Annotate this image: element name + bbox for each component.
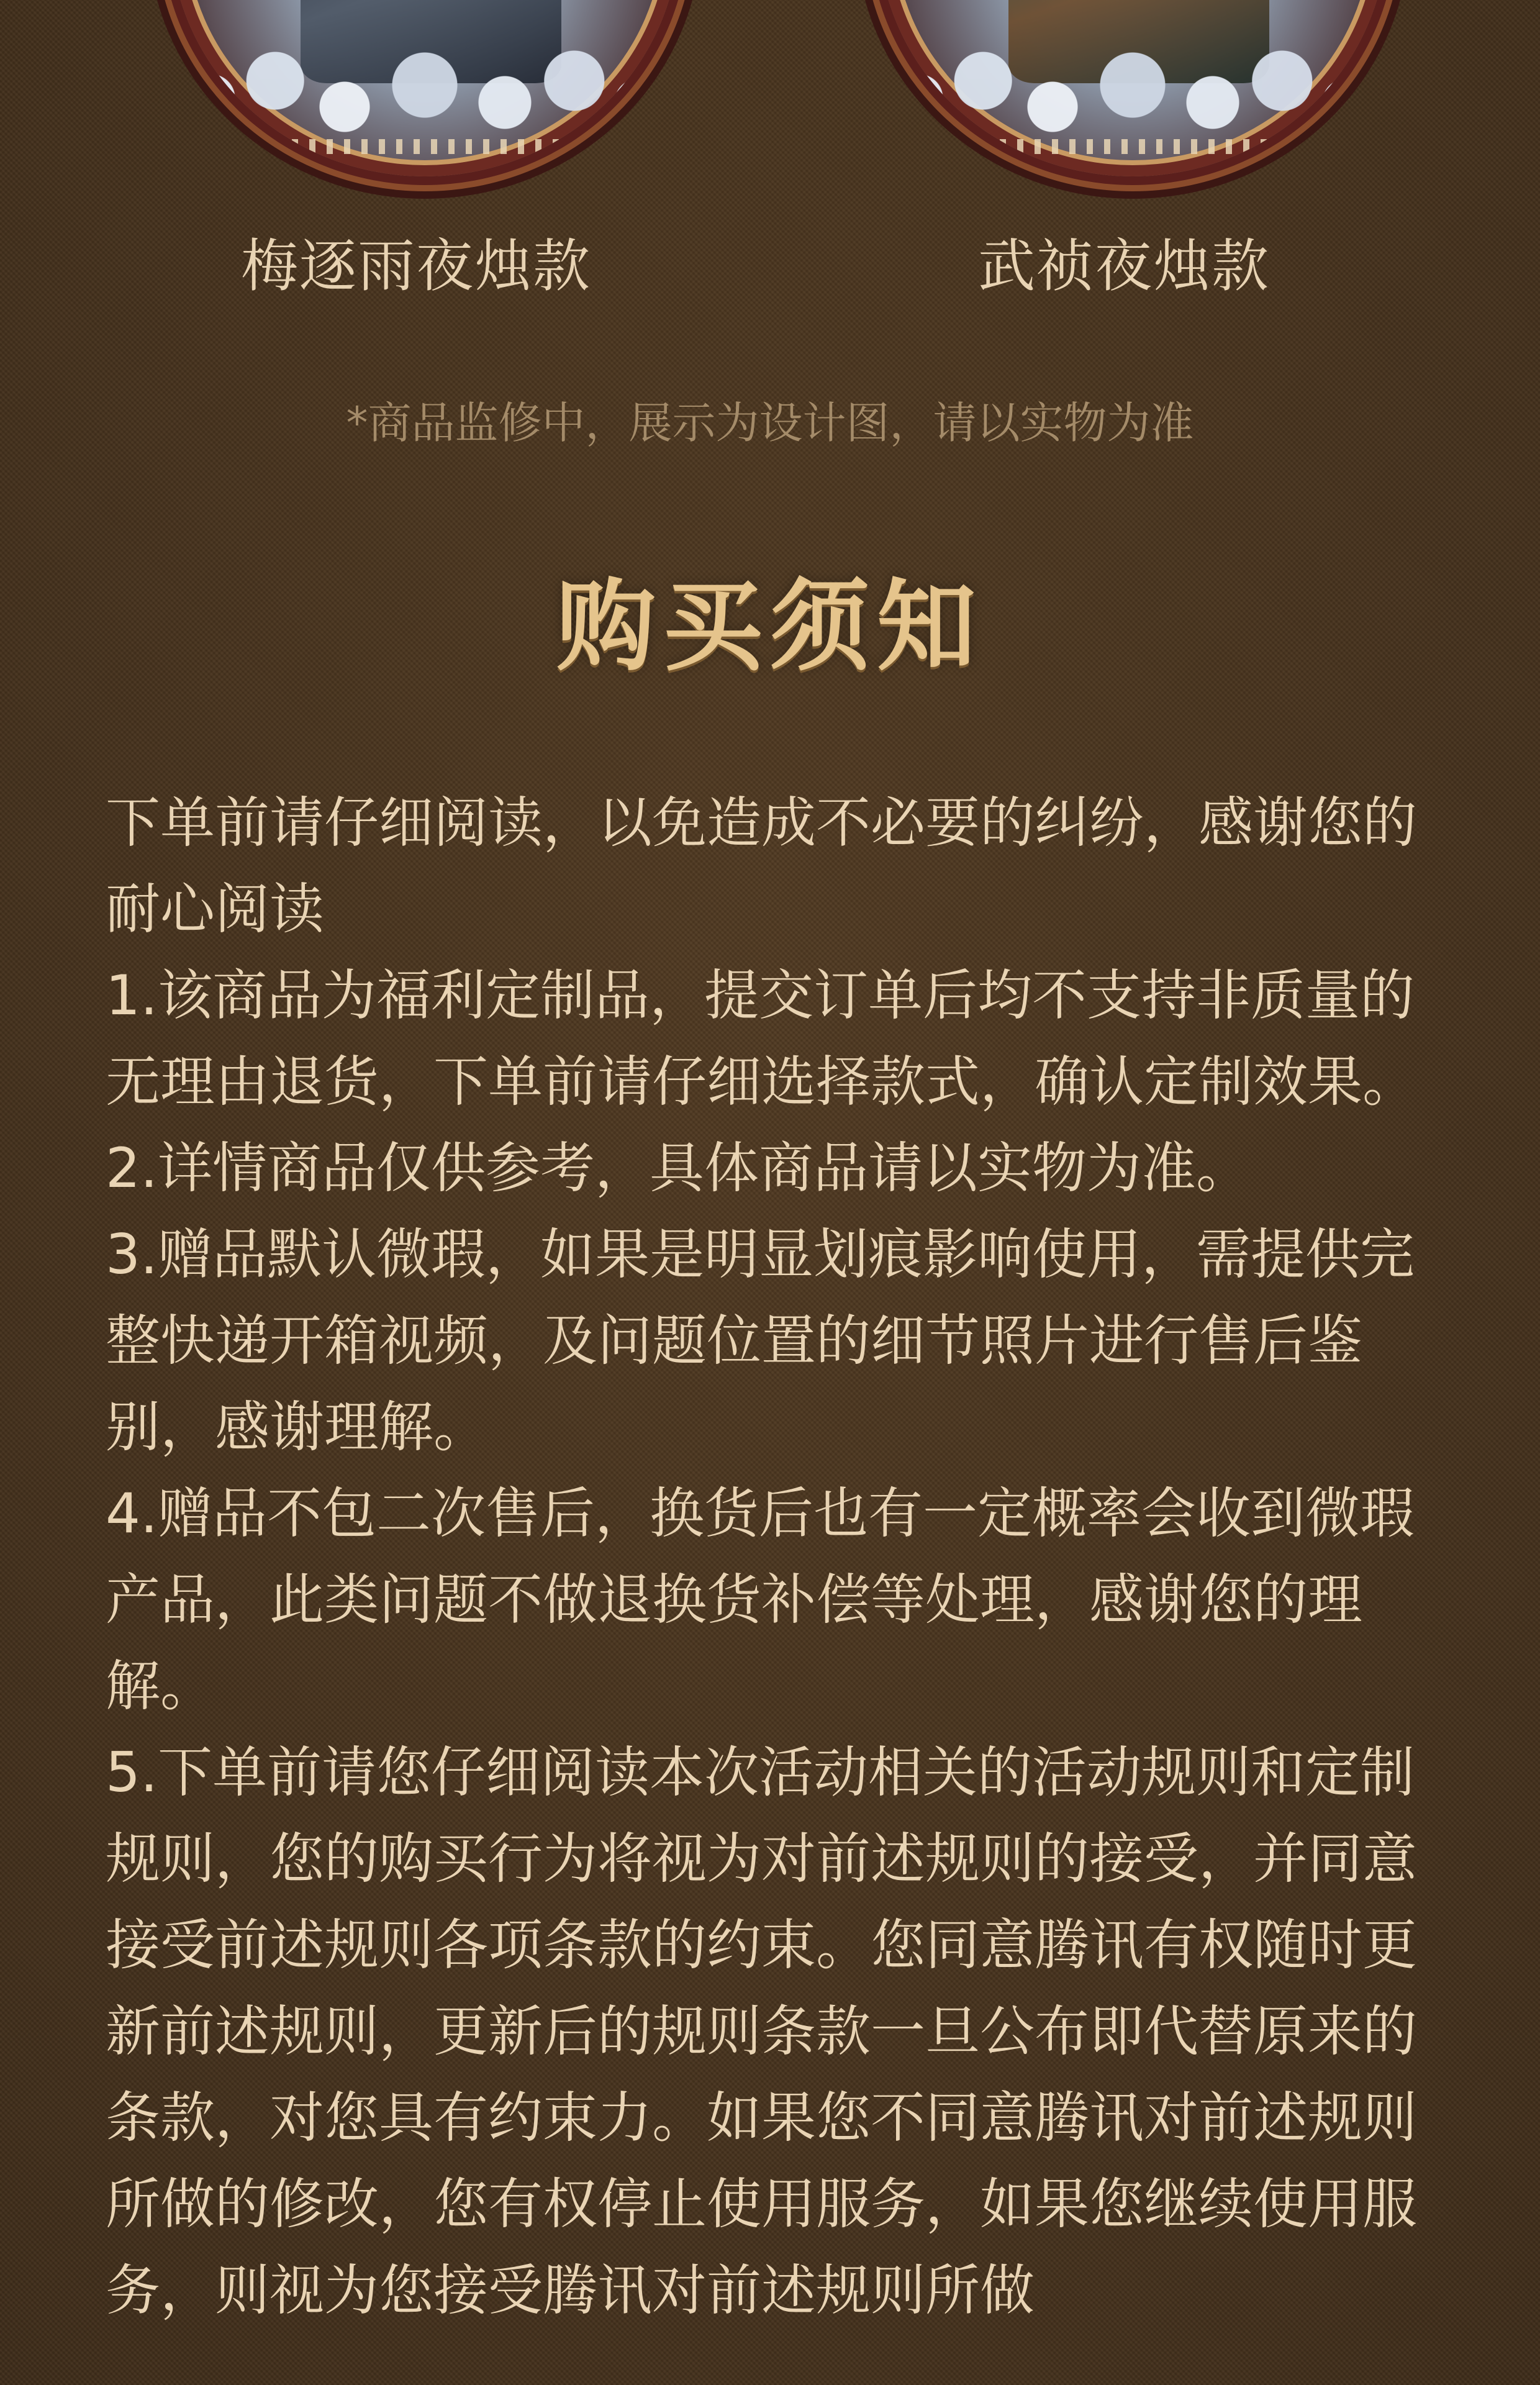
- notice-item: 5.下单前请您仔细阅读本次活动相关的活动规则和定制规则，您的购买行为将视为对前述规则的接受，并同意接受前述规则各项条款的约束。您同意腾讯有权随时更新前述规则，更新后的规则条款一旦公布即代替原来的条款，对您具有约束力。如果您不同意腾讯对前述规则所做的修改，您有权停止使用服务，如果您继续使用服务，则视为您接受腾讯对前述规则所做: [106, 1740, 1418, 2322]
- notice-item: 1.该商品为福利定制品，提交订单后均不支持非质量的无理由退货，下单前请仔细选择款式，确认定制效果。: [106, 963, 1418, 1114]
- purchase-notice-title: 购买须知: [556, 568, 984, 684]
- product-option-wu[interactable]: [869, 0, 1379, 323]
- product-name: 武祯夜烛款: [977, 233, 1270, 299]
- notice-item: 2.详情商品仅供参考，具体商品请以实物为准。: [106, 1136, 1251, 1200]
- notice-intro: 下单前请仔细阅读，以免造成不必要的纠纷，感谢您的耐心阅读: [106, 791, 1418, 941]
- product-option-mei[interactable]: [161, 0, 671, 323]
- product-name: 梅逐雨夜烛款: [240, 233, 591, 299]
- notice-item: 4.赠品不包二次售后，换货后也有一定概率会收到微瑕产品，此类问题不做退换货补偿等处理，感谢您的理解。: [106, 1481, 1415, 1718]
- product-image-medallion: [869, 0, 1396, 185]
- purchase-notice-body: [106, 779, 1441, 2333]
- design-disclaimer: *商品监修中，展示为设计图，请以实物为准: [346, 398, 1194, 448]
- product-image-medallion: [161, 0, 688, 185]
- notice-item: 3.赠品默认微瑕，如果是明显划痕影响使用，需提供完整快递开箱视频，及问题位置的细节照片进行售后鉴别，感谢理解。: [106, 1222, 1415, 1459]
